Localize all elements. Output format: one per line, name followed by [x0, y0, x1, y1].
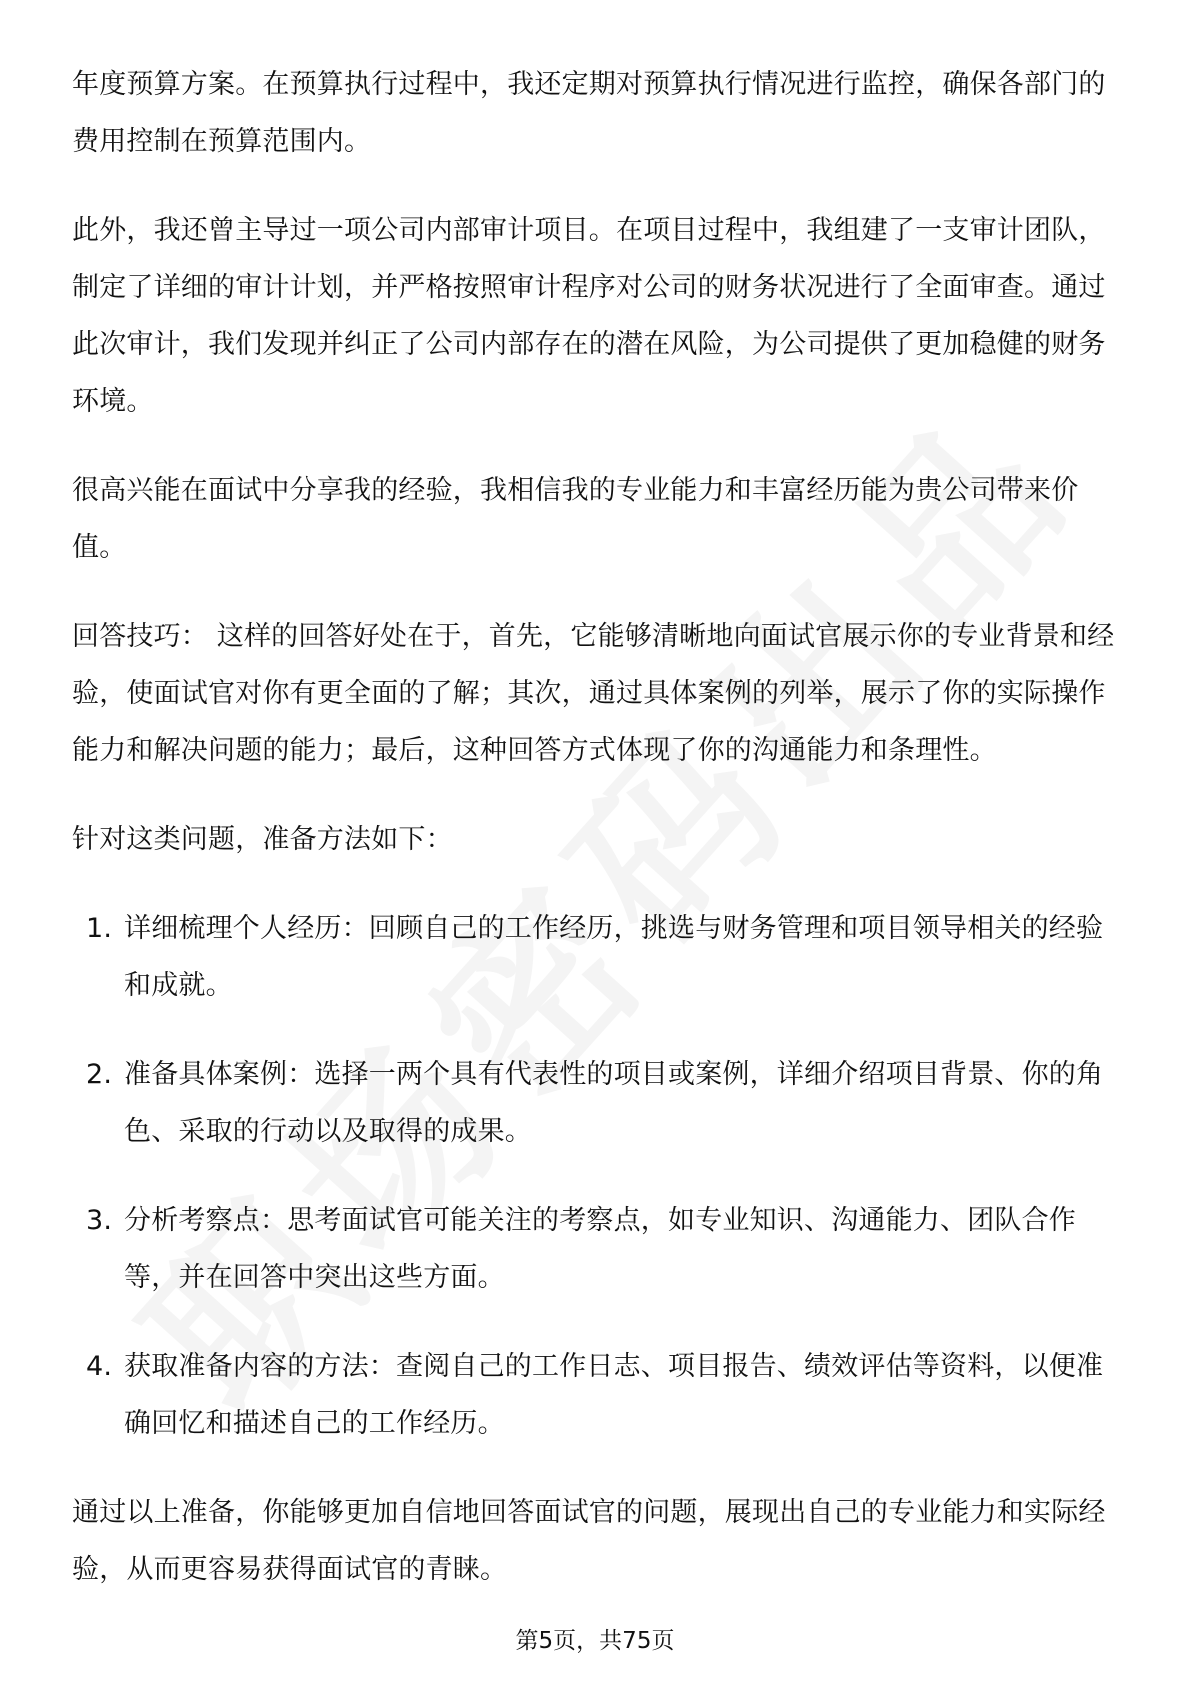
paragraph-answer-tips: 回答技巧： 这样的回答好处在于，首先，它能够清晰地向面试官展示你的专业背景和经验，使面试官对你有更全面的了解；其次，通过具体案例的列举，展示了你的实际操作能力和解决问题的能力；最后，这种回答方式体现了你的沟通能力和条理性。 — [72, 621, 1115, 766]
list-item-number: 3. — [86, 1205, 113, 1236]
paragraph-budget: 年度预算方案。在预算执行过程中，我还定期对预算执行情况进行监控，确保各部门的费用控制在预算范围内。 — [72, 69, 1106, 157]
list-item-text: 分析考察点：思考面试官可能关注的考察点，如专业知识、沟通能力、团队合作等，并在回答中突出这些方面。 — [124, 1205, 1076, 1293]
list-item — [72, 900, 1122, 1014]
list-item-number: 4. — [86, 1351, 113, 1382]
list-item-number: 2. — [86, 1059, 113, 1090]
paragraph-audit: 此外，我还曾主导过一项公司内部审计项目。在项目过程中，我组建了一支审计团队，制定了详细的审计计划，并严格按照审计程序对公司的财务状况进行了全面审查。通过此次审计，我们发现并纠正了公司内部存在的潜在风险，为公司提供了更加稳健的财务环境。 — [72, 215, 1106, 417]
list-item — [72, 1046, 1122, 1160]
prep-method-list — [72, 900, 1122, 1452]
list-item-text: 详细梳理个人经历：回顾自己的工作经历，挑选与财务管理和项目领导相关的经验和成就。 — [124, 913, 1104, 1001]
page-content — [72, 56, 1122, 1630]
page-number-footer: 第5页，共75页 — [515, 1628, 675, 1654]
list-item-text: 获取准备内容的方法：查阅自己的工作日志、项目报告、绩效评估等资料，以便准确回忆和描述自己的工作经历。 — [124, 1351, 1104, 1439]
paragraph-closing-remark: 很高兴能在面试中分享我的经验，我相信我的专业能力和丰富经历能为贵公司带来价值。 — [72, 475, 1079, 563]
paragraph-conclusion: 通过以上准备，你能够更加自信地回答面试官的问题，展现出自己的专业能力和实际经验，从而更容易获得面试官的青睐。 — [72, 1497, 1106, 1585]
list-item-text: 准备具体案例：选择一两个具有代表性的项目或案例，详细介绍项目背景、你的角色、采取的行动以及取得的成果。 — [124, 1059, 1104, 1147]
list-item-number: 1. — [86, 913, 113, 944]
paragraph-prep-intro: 针对这类问题，准备方法如下： — [72, 824, 453, 855]
list-item — [72, 1192, 1122, 1306]
list-item — [72, 1338, 1122, 1452]
